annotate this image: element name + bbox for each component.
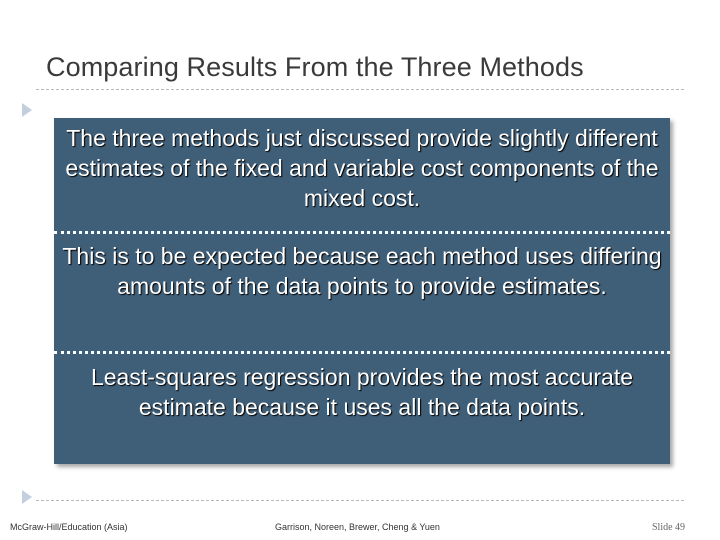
paragraph-expected-differences: This is to be expected because each method uses differing amounts of the data points to provide estimates.: [62, 243, 662, 299]
footer-slide-number: Slide 49: [652, 522, 686, 533]
content-box: [54, 118, 670, 464]
dotted-divider: [54, 351, 670, 354]
footer-publisher: McGraw-Hill/Education (Asia): [10, 522, 128, 532]
dotted-divider: [54, 231, 670, 234]
title-divider: [36, 89, 684, 90]
paragraph-methods-estimates: The three methods just discussed provide slightly different estimates of the fixed and variable cost components of the mixed cost.: [65, 125, 659, 211]
triangle-bullet-icon: [22, 490, 32, 504]
footer-authors: Garrison, Noreen, Brewer, Cheng & Yuen: [275, 522, 440, 532]
slide-title: Comparing Results From the Three Methods: [46, 52, 584, 82]
footer-divider: [36, 500, 684, 501]
triangle-bullet-icon: [22, 103, 32, 117]
paragraph-least-squares: Least-squares regression provides the most accurate estimate because it uses all the data points.: [90, 364, 634, 420]
